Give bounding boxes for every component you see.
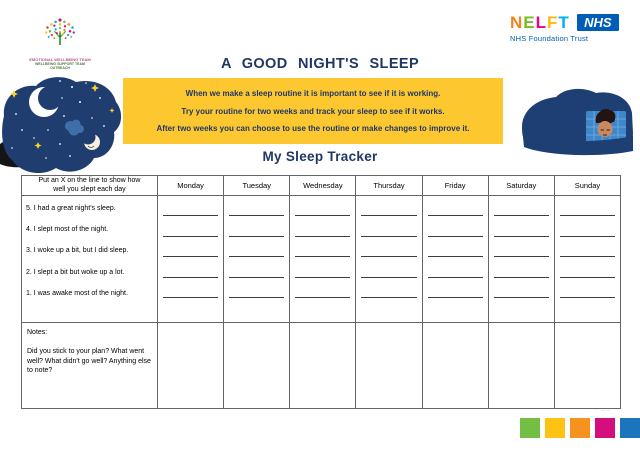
fill-line[interactable] <box>295 236 350 237</box>
fill-line[interactable] <box>295 277 350 278</box>
nelft-letter: F <box>547 13 559 32</box>
fill-line[interactable] <box>229 256 284 257</box>
nelft-letter: N <box>510 13 524 32</box>
tracker-cell-tuesday[interactable] <box>224 196 290 323</box>
notes-cell-friday[interactable] <box>423 323 489 409</box>
tracker-heading: My Sleep Tracker <box>262 149 378 164</box>
notes-cell-wednesday[interactable] <box>290 323 356 409</box>
night-sky-moon-illustration <box>0 74 128 186</box>
scale-item-5: 5. I had a great night's sleep. <box>26 205 116 212</box>
fill-line[interactable] <box>229 297 284 298</box>
scale-item-2: 2. I slept a bit but woke up a lot. <box>26 268 125 276</box>
fill-line[interactable] <box>361 256 416 257</box>
org-logo-line2: WELLBEING SUPPORT TEAM <box>35 62 85 66</box>
org-logo-line3: OUTREACH <box>50 66 70 71</box>
intro-line-3: After two weeks you can choose to use the routine or make changes to improve it. <box>156 123 470 133</box>
fill-line[interactable] <box>494 297 549 298</box>
nelft-nhs-logo <box>510 14 626 43</box>
notes-cell-sunday[interactable] <box>555 323 621 409</box>
scale-item-1: 1. I was awake most of the night. <box>26 289 128 297</box>
fine-print: · ·· —— <box>590 407 612 412</box>
fill-line[interactable] <box>494 215 549 216</box>
day-header-saturday: Saturday <box>489 176 555 196</box>
fill-line[interactable] <box>560 256 615 257</box>
fill-line[interactable] <box>560 215 615 216</box>
notes-cell-thursday[interactable] <box>356 323 422 409</box>
tracker-cell-sunday[interactable] <box>555 196 621 323</box>
day-header-thursday: Thursday <box>356 176 422 196</box>
fill-line[interactable] <box>295 256 350 257</box>
table-corner-header: Put an X on the line to show how well you slept each day <box>22 176 158 196</box>
footer-square-orange <box>570 418 590 438</box>
fill-line[interactable] <box>229 215 284 216</box>
intro-box <box>123 78 503 144</box>
day-header-wednesday: Wednesday <box>290 176 356 196</box>
fill-line[interactable] <box>361 236 416 237</box>
tracker-cell-monday[interactable] <box>158 196 224 323</box>
fill-line[interactable] <box>163 215 218 216</box>
fill-line[interactable] <box>560 236 615 237</box>
tracker-cell-thursday[interactable] <box>356 196 422 323</box>
fill-line[interactable] <box>361 215 416 216</box>
foundation-trust-label: NHS Foundation Trust <box>510 34 589 43</box>
nhs-logo <box>577 14 619 31</box>
day-header-sunday: Sunday <box>555 176 621 196</box>
fill-line[interactable] <box>295 297 350 298</box>
intro-line-1: When we make a sleep routine it is important to see if it is working. <box>185 89 441 99</box>
day-header-monday: Monday <box>158 176 224 196</box>
fill-line[interactable] <box>229 277 284 278</box>
intro-line-2: Try your routine for two weeks and track your sleep to see if it works. <box>181 106 445 116</box>
fill-line[interactable] <box>428 277 483 278</box>
day-header-friday: Friday <box>423 176 489 196</box>
scale-item-4: 4. I slept most of the night. <box>26 226 109 234</box>
nelft-letter: E <box>523 13 536 32</box>
sleep-tracker-table <box>21 175 621 409</box>
notes-cell-tuesday[interactable] <box>224 323 290 409</box>
fill-line[interactable] <box>295 215 350 216</box>
fill-line[interactable] <box>494 277 549 278</box>
fill-line[interactable] <box>163 277 218 278</box>
nelft-letter: L <box>535 13 548 32</box>
org-logo-line1: EMOTIONAL WELLBEING TEAM <box>29 57 91 62</box>
footer-square-blue <box>620 418 640 438</box>
fill-line[interactable] <box>361 277 416 278</box>
nelft-letter: T <box>558 13 570 32</box>
fill-line[interactable] <box>560 297 615 298</box>
scale-item-3: 3. I woke up a bit, but I did sleep. <box>26 247 129 255</box>
fill-line[interactable] <box>428 236 483 237</box>
notes-header-cell <box>22 323 158 409</box>
day-header-tuesday: Tuesday <box>224 176 290 196</box>
tracker-cell-friday[interactable] <box>423 196 489 323</box>
footer-square-yellow <box>545 418 565 438</box>
notes-cell-saturday[interactable] <box>489 323 555 409</box>
nhs-logo-text: NHS <box>584 15 612 30</box>
tracker-cell-saturday[interactable] <box>489 196 555 323</box>
fill-line[interactable] <box>163 297 218 298</box>
tracker-cell-wednesday[interactable] <box>290 196 356 323</box>
nelft-wordmark <box>510 14 570 31</box>
fill-line[interactable] <box>361 297 416 298</box>
fill-line[interactable] <box>428 215 483 216</box>
footer-square-magenta <box>595 418 615 438</box>
fill-line[interactable] <box>428 297 483 298</box>
notes-cell-monday[interactable] <box>158 323 224 409</box>
fill-line[interactable] <box>560 277 615 278</box>
sleep-scale-column <box>22 196 158 323</box>
page-title: A GOOD NIGHT'S SLEEP <box>220 56 420 72</box>
fill-line[interactable] <box>229 236 284 237</box>
notes-prompt: Did you stick to your plan? What went well? What didn't go well? Anything else to note? <box>27 347 151 375</box>
fill-line[interactable] <box>494 256 549 257</box>
fill-line[interactable] <box>163 236 218 237</box>
fill-line[interactable] <box>428 256 483 257</box>
people-tree-icon <box>35 13 85 57</box>
notes-label: Notes: <box>27 329 48 336</box>
fill-line[interactable] <box>163 256 218 257</box>
footer-square-green <box>520 418 540 438</box>
fill-line[interactable] <box>494 236 549 237</box>
